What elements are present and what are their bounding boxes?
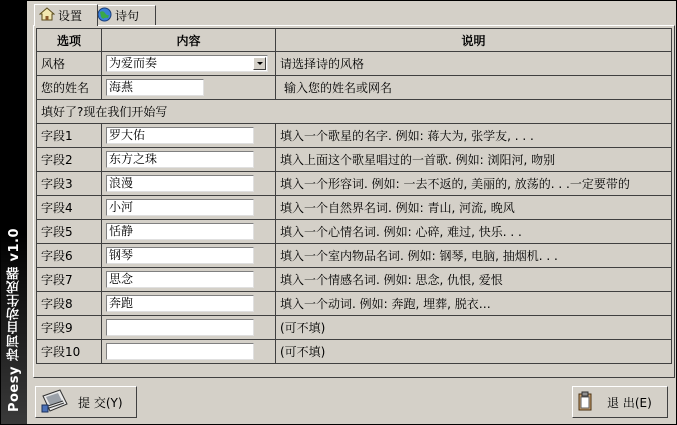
field-input-cell: [102, 220, 276, 244]
field-rows: [37, 124, 672, 364]
field-description: (可不填): [276, 316, 672, 340]
name-label: 您的姓名: [37, 76, 102, 100]
field-description: 填入一个歌星的名字. 例如: 蒋大为, 张学友, . . .: [276, 124, 672, 148]
field-input[interactable]: 思念: [106, 271, 254, 288]
field-input-cell: [102, 340, 276, 364]
field-row: [37, 340, 672, 364]
field-description: 填入一个情感名词. 例如: 思念, 仇恨, 爱恨: [276, 268, 672, 292]
field-label: 字段6: [37, 244, 102, 268]
header-option: 选项: [37, 29, 102, 52]
field-input-cell: [102, 244, 276, 268]
style-description: 请选择诗的风格: [276, 52, 672, 76]
field-description: 填入一个动词. 例如: 奔跑, 埋葬, 脱衣…: [276, 292, 672, 316]
field-input-cell: [102, 172, 276, 196]
style-select-value: 为爱而奏: [109, 56, 158, 70]
field-row: [37, 316, 672, 340]
field-input[interactable]: 小河: [106, 199, 254, 216]
field-input[interactable]: 东方之珠: [106, 151, 254, 168]
settings-panel: [33, 25, 675, 378]
field-input[interactable]: [106, 319, 254, 336]
section-title: 填好了?现在我们开始写: [37, 100, 672, 124]
tab-poem[interactable]: [92, 5, 156, 25]
name-cell: [102, 76, 276, 100]
field-input-cell: [102, 148, 276, 172]
field-description: 填入一个形容词. 例如: 一去不返的, 美丽的, 放荡的. . .一定要带的: [276, 172, 672, 196]
style-row: [37, 52, 672, 76]
field-input[interactable]: 浪漫: [106, 175, 254, 192]
field-row: [37, 172, 672, 196]
field-input[interactable]: 钢琴: [106, 247, 254, 264]
field-label: 字段2: [37, 148, 102, 172]
field-row: [37, 196, 672, 220]
name-row: [37, 76, 672, 100]
field-input[interactable]: [106, 343, 254, 360]
submit-button[interactable]: [35, 386, 137, 418]
newspaper-icon: [40, 388, 70, 417]
field-row: [37, 244, 672, 268]
field-label: 字段3: [37, 172, 102, 196]
field-description: (可不填): [276, 340, 672, 364]
globe-icon: [97, 7, 112, 25]
table-header-row: [37, 29, 672, 52]
chevron-down-icon[interactable]: [253, 57, 266, 70]
settings-table: [36, 28, 672, 364]
field-row: [37, 268, 672, 292]
field-label: 字段7: [37, 268, 102, 292]
field-row: [37, 292, 672, 316]
home-icon: [39, 7, 55, 24]
tab-settings-label: 设置: [58, 9, 83, 23]
field-label: 字段1: [37, 124, 102, 148]
field-label: 字段9: [37, 316, 102, 340]
header-description: 说明: [276, 29, 672, 52]
section-row: [37, 100, 672, 124]
field-input-cell: [102, 124, 276, 148]
field-row: [37, 220, 672, 244]
field-label: 字段4: [37, 196, 102, 220]
field-description: 填入一个自然界名词. 例如: 青山, 河流, 晚风: [276, 196, 672, 220]
header-content: 内容: [102, 29, 276, 52]
exit-button-label: 退 出(E): [607, 395, 652, 410]
field-label: 字段8: [37, 292, 102, 316]
field-description: 填入上面这个歌星唱过的一首歌. 例如: 浏阳河, 吻别: [276, 148, 672, 172]
app-title: Poesy 诗词自动生成器 v1.0: [7, 227, 22, 412]
clipboard-icon: [577, 391, 593, 414]
field-label: 字段5: [37, 220, 102, 244]
submit-button-label: 提 交(Y): [78, 395, 123, 410]
tab-poem-label: 诗句: [115, 9, 140, 23]
field-input-cell: [102, 196, 276, 220]
tab-settings[interactable]: [34, 4, 98, 26]
sidebar-banner: [1, 1, 27, 424]
style-cell: [102, 52, 276, 76]
field-input-cell: [102, 316, 276, 340]
name-input[interactable]: 海燕: [106, 79, 204, 96]
style-label: 风格: [37, 52, 102, 76]
field-description: 填入一个心情名词. 例如: 心碎, 难过, 快乐. . .: [276, 220, 672, 244]
field-input[interactable]: 罗大佑: [106, 127, 254, 144]
field-description: 填入一个室内物品名词. 例如: 钢琴, 电脑, 抽烟机. . .: [276, 244, 672, 268]
field-row: [37, 148, 672, 172]
style-select[interactable]: [106, 55, 268, 72]
field-label: 字段10: [37, 340, 102, 364]
exit-button[interactable]: [572, 386, 668, 418]
field-input[interactable]: 奔跑: [106, 295, 254, 312]
name-description: 输入您的姓名或网名: [276, 76, 672, 100]
field-input-cell: [102, 292, 276, 316]
field-input[interactable]: 恬静: [106, 223, 254, 240]
field-input-cell: [102, 268, 276, 292]
field-row: [37, 124, 672, 148]
